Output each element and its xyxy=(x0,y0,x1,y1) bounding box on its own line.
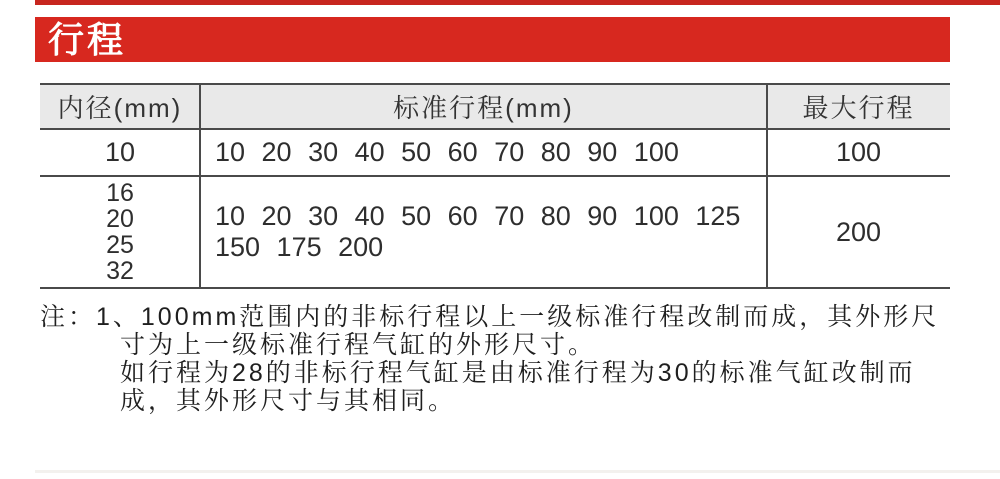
standard-stroke-cell: 10 20 30 40 50 60 70 80 90 100 xyxy=(215,137,679,167)
table-header-row xyxy=(40,83,950,130)
bore-line: 32 xyxy=(106,257,134,285)
stroke-line: 150 175 200 xyxy=(215,232,384,262)
bore-cell xyxy=(40,177,200,287)
note-line: 如行程为28的非标行程气缸是由标准行程为30的标准气缸改制而 xyxy=(120,359,916,387)
header-bore: 内径(mm) xyxy=(57,93,183,123)
max-stroke-cell: 100 xyxy=(835,137,882,167)
bore-cell: 10 xyxy=(104,137,136,167)
bore-line: 16 xyxy=(106,179,134,207)
note-line: 寸为上一级标准行程气缸的外形尺寸。 xyxy=(120,331,597,359)
bore-line: 20 xyxy=(106,205,134,233)
bore-line: 25 xyxy=(106,231,134,259)
section-banner xyxy=(35,17,950,62)
stroke-table xyxy=(40,83,950,289)
header-max-stroke: 最大行程 xyxy=(802,93,915,123)
stroke-line: 10 20 30 40 50 60 70 80 90 100 125 xyxy=(215,201,741,231)
table-row xyxy=(40,130,950,177)
table-row xyxy=(40,177,950,289)
note-line: 成，其外形尺寸与其相同。 xyxy=(120,387,457,415)
max-stroke-cell: 200 xyxy=(835,216,882,247)
standard-stroke-cell xyxy=(200,177,767,287)
top-red-strip xyxy=(35,0,1000,5)
section-title: 行程 xyxy=(48,19,127,60)
notes-block xyxy=(40,303,970,415)
faint-bottom-strip xyxy=(35,470,1000,473)
column-divider xyxy=(766,83,768,289)
header-standard-stroke: 标准行程(mm) xyxy=(393,93,574,123)
column-divider xyxy=(199,83,201,289)
note-line: 注：1、100mm范围内的非标行程以上一级标准行程改制而成，其外形尺 xyxy=(40,303,940,331)
